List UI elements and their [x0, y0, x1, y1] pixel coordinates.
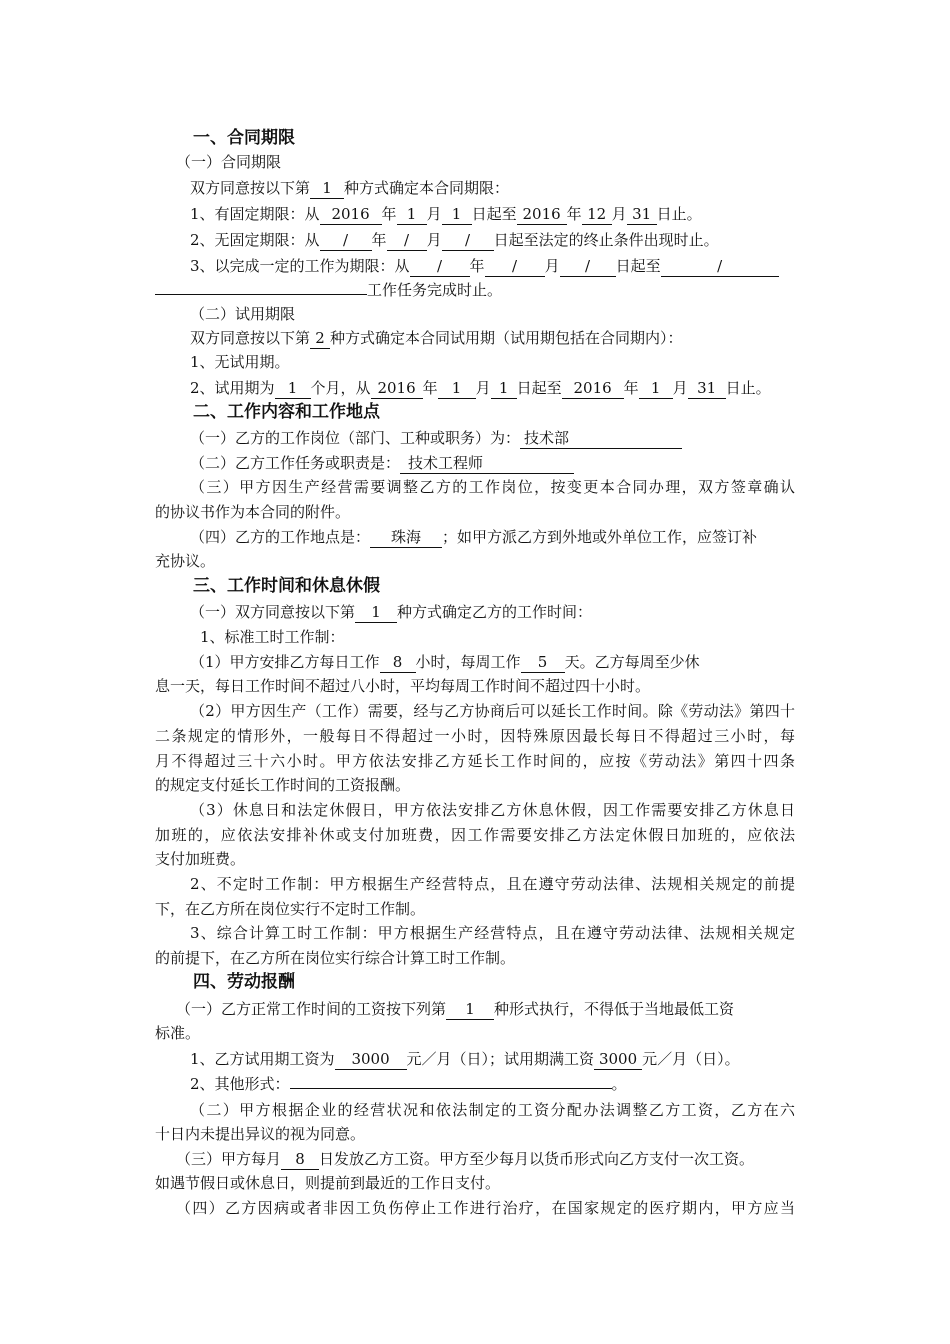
text: 1、无试用期。 [190, 353, 290, 371]
probation-start-day: 1 [491, 378, 517, 399]
fixed-end-year: 2016 [517, 204, 567, 225]
task-day: / [560, 256, 616, 277]
text: （1）甲方安排乙方每日工作 [190, 653, 380, 671]
probation-end-month: 1 [639, 378, 673, 399]
salary-adjust-para-2 [155, 1122, 815, 1146]
text: 2、不定时工作制：甲方根据生产经营特点，且在遵守劳动法律、法规相关规定的前提 [190, 875, 795, 893]
section-heading-term [193, 126, 853, 150]
probation-choice-value: 2 [310, 328, 330, 349]
daily-hours-value: 8 [380, 652, 416, 673]
text: 日止。 [656, 205, 702, 223]
probation-months: 1 [275, 378, 311, 399]
other-form-line [190, 1072, 850, 1096]
text: 如遇节假日或休息日，则提前到最近的工作日支付。 [155, 1174, 501, 1192]
task-year: / [410, 256, 470, 277]
probation-choice-line [190, 326, 850, 350]
text: 2、其他形式： [190, 1075, 290, 1093]
payday-line [176, 1147, 836, 1171]
text: 3、以完成一定的工作为期限：从 [190, 257, 410, 275]
text: （一）乙方正常工作时间的工资按下列第 [176, 1000, 447, 1018]
text: 日起至 [615, 257, 661, 275]
text: 1、乙方试用期工资为 [190, 1050, 335, 1068]
heading-text: 二、工作内容和工作地点 [193, 402, 380, 422]
text: 2、无固定期限：从 [190, 231, 320, 249]
comp-para-1 [190, 921, 795, 945]
text: 年 [469, 257, 485, 275]
text: 元／月（日）。 [642, 1050, 740, 1068]
fixed-end-month: 12 [582, 204, 612, 225]
post-value: 技术部 [520, 428, 682, 449]
adjust-para-1 [190, 475, 795, 499]
fixed-term-line [190, 202, 850, 226]
text: 的协议书作为本合同的附件。 [155, 503, 351, 521]
text: （四）乙方因病或者非因工负伤停止工作进行治疗，在国家规定的医疗期内，甲方应当 [176, 1199, 795, 1217]
section-heading-hours [193, 574, 853, 598]
open-day: / [442, 230, 494, 251]
open-term-line [190, 228, 850, 252]
text: 月不得超过三十六小时。甲方依法安排乙方延长工作时间的，应按《劳动法》第四十四条 [155, 752, 795, 770]
rest-para-1 [190, 798, 795, 822]
text: （二）甲方根据企业的经营状况和依法制定的工资分配办法调整乙方工资，乙方在六 [190, 1101, 795, 1119]
probation-end-year: 2016 [562, 378, 624, 399]
sick-para-1 [176, 1196, 795, 1220]
text: 年 [371, 231, 387, 249]
text: 2、试用期为 [190, 379, 275, 397]
payday-line-2 [155, 1171, 815, 1195]
place-line-2 [155, 549, 815, 573]
text: ；如甲方派乙方到外地或外单位工作，应签订补 [442, 528, 758, 546]
text: 月 [544, 257, 560, 275]
rest-para-3 [155, 847, 815, 871]
overtime-para-1 [190, 699, 795, 723]
text: 月 [475, 379, 491, 397]
regular-salary-value: 3000 [594, 1049, 642, 1070]
task-end: / [661, 256, 779, 277]
text: （3）休息日和法定休假日，甲方依法安排乙方休息休假，因工作需要安排乙方休息日 [190, 801, 795, 819]
text: 双方同意按以下第 [190, 179, 311, 197]
text: 息一天，每日工作时间不超过八小时，平均每周工作时间不超过四十小时。 [155, 677, 651, 695]
text: 种方式确定本合同试用期（试用期包括在合同期内）： [330, 329, 683, 347]
text: 元／月（日）；试用期满工资 [406, 1050, 595, 1068]
text: 1、有固定期限：从 [190, 205, 320, 223]
term-choice-line [190, 176, 850, 200]
heading-text: 四、劳动报酬 [193, 972, 295, 992]
pay-form-line [176, 997, 836, 1021]
text: （2）甲方因生产（工作）需要，经与乙方协商后可以延长工作时间。除《劳动法》第四十 [190, 702, 795, 720]
text: 种方式确定本合同期限： [344, 179, 510, 197]
probation-end-day: 31 [688, 378, 726, 399]
text: 二条规定的情形外，一般每日不得超过一小时，因特殊原因最长每日不得超过三小时，每 [155, 727, 795, 745]
pay-form-value: 1 [446, 999, 494, 1020]
text: 日发放乙方工资。甲方至少每月以货币形式向乙方支付一次工资。 [319, 1150, 755, 1168]
section-heading-work [193, 400, 853, 424]
fixed-start-month: 1 [397, 204, 427, 225]
text: 支付加班费。 [155, 850, 246, 868]
duty-line [190, 451, 850, 475]
text: 充协议。 [155, 552, 216, 570]
text: 年 [381, 205, 397, 223]
text: （三）甲方因生产经营需要调整乙方的工作岗位，按变更本合同办理，双方签章确认 [190, 478, 795, 496]
daily-hours-line [190, 650, 850, 674]
other-form-value [290, 1088, 612, 1089]
duty-value: 技术工程师 [400, 453, 574, 474]
no-probation-line [190, 350, 850, 374]
place-line [190, 525, 850, 549]
text: 日止。 [725, 379, 771, 397]
text: 日起至 [516, 379, 562, 397]
text: 月 [426, 205, 442, 223]
salary-line [190, 1047, 850, 1071]
subheading-text: （二）试用期限 [190, 305, 296, 323]
text: 的前提下，在乙方所在岗位实行综合计算工时工作制。 [155, 949, 516, 967]
text: 月 [672, 379, 688, 397]
text: 年 [566, 205, 582, 223]
text: （四）乙方的工作地点是： [190, 528, 371, 546]
text: 。 [611, 1075, 627, 1093]
open-year: / [320, 230, 372, 251]
task-blank [155, 294, 367, 295]
text: 年 [422, 379, 438, 397]
text: 天。乙方每周至少休 [564, 653, 700, 671]
fixed-end-day: 31 [627, 204, 657, 225]
rest-para-2 [155, 823, 795, 847]
probation-salary-value: 3000 [335, 1049, 407, 1070]
heading-text: 三、工作时间和休息休假 [193, 576, 380, 596]
text: 日起至法定的终止条件出现时止。 [493, 231, 719, 249]
task-term-line-2 [155, 278, 815, 302]
term-choice-value: 1 [310, 178, 344, 199]
text: （三）甲方每月 [176, 1150, 282, 1168]
payday-value: 8 [281, 1149, 319, 1170]
comp-para-2 [155, 946, 815, 970]
text: 月 [611, 205, 627, 223]
text: 日起至 [471, 205, 517, 223]
flex-para-2 [155, 897, 815, 921]
text: 小时，每周工作 [415, 653, 521, 671]
text: 种形式执行，不得低于当地最低工资 [494, 1000, 735, 1018]
text: 下，在乙方所在岗位实行不定时工作制。 [155, 900, 426, 918]
overtime-para-2 [155, 724, 795, 748]
overtime-para-3 [155, 749, 795, 773]
text: （二）乙方工作任务或职责是： [190, 454, 401, 472]
text: 种方式确定乙方的工作时间： [397, 603, 593, 621]
text: 十日内未提出异议的视为同意。 [155, 1125, 366, 1143]
subheading-text: （一）合同期限 [176, 153, 282, 171]
task-month: / [485, 256, 545, 277]
overtime-para-4 [155, 773, 815, 797]
probation-start-year: 2016 [371, 378, 423, 399]
section-heading-pay [193, 970, 853, 994]
text: 双方同意按以下第 [190, 329, 311, 347]
standard-hours-title [200, 625, 860, 649]
text: 标准。 [155, 1024, 201, 1042]
text: 月 [426, 231, 442, 249]
open-month: / [387, 230, 427, 251]
pay-form-line-2 [155, 1021, 815, 1045]
fixed-start-day: 1 [442, 204, 472, 225]
task-term-line [190, 254, 850, 278]
adjust-para-2 [155, 500, 815, 524]
hours-choice-line [190, 600, 850, 624]
subheading-contract-term [176, 150, 836, 174]
post-line [190, 426, 850, 450]
text: 个月，从 [310, 379, 371, 397]
daily-hours-line-2 [155, 674, 815, 698]
flex-para-1 [190, 872, 795, 896]
text: 年 [623, 379, 639, 397]
hours-choice-value: 1 [355, 602, 397, 623]
text: 1、标准工时工作制： [200, 628, 345, 646]
text: 工作任务完成时止。 [367, 281, 503, 299]
salary-adjust-para-1 [190, 1098, 795, 1122]
place-value: 珠海 [370, 527, 442, 548]
subheading-probation [190, 302, 850, 326]
fixed-start-year: 2016 [320, 204, 382, 225]
text: 的规定支付延长工作时间的工资报酬。 [155, 776, 411, 794]
probation-start-month: 1 [438, 378, 476, 399]
text: （一）双方同意按以下第 [190, 603, 356, 621]
text: 加班的，应依法安排补休或支付加班费，因工作需要安排乙方法定休假日加班的，应依法 [155, 826, 795, 844]
probation-period-line [190, 376, 850, 400]
text: 3、综合计算工时工作制：甲方根据生产经营特点，且在遵守劳动法律、法规相关规定 [190, 924, 795, 942]
weekly-days-value: 5 [521, 652, 565, 673]
text: （一）乙方的工作岗位（部门、工种或职务）为： [190, 429, 521, 447]
heading-text: 一、合同期限 [193, 128, 295, 148]
